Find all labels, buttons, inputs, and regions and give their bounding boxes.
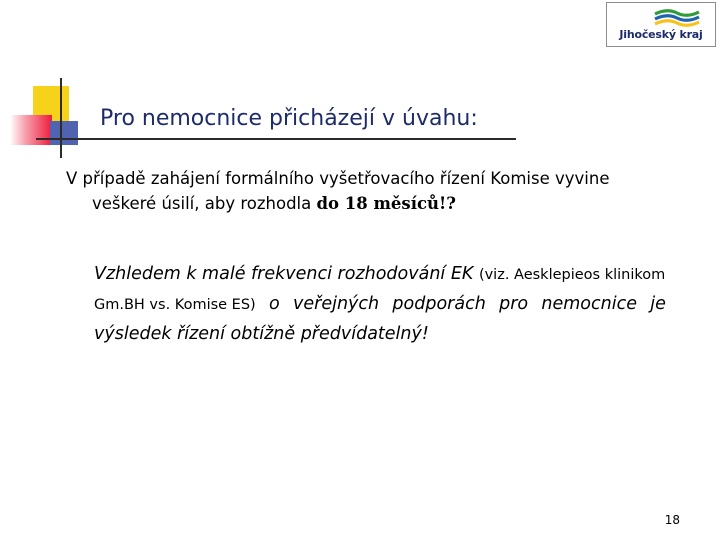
paragraph2-case-note-end: Gm.BH vs. Komise ES)	[94, 297, 256, 313]
paragraph2-word: o	[269, 294, 280, 314]
paragraph1-line2-text: veškeré úsilí, aby rozhodla	[92, 194, 317, 213]
paragraph2-word: veřejných	[293, 294, 380, 314]
paragraph2-row1	[94, 260, 666, 290]
paragraph2-row1-italic: Vzhledem k malé frekvenci rozhodování EK	[94, 264, 479, 284]
paragraph2-row3: výsledek řízení obtížně předvídatelný!	[94, 324, 429, 344]
paragraph1-bold-deadline: do 18 měsíců!?	[316, 194, 456, 213]
decor-red-square	[10, 115, 52, 145]
paragraph2-word: pro	[499, 294, 529, 314]
paragraph1-line2	[66, 191, 686, 216]
logo-text: Jihočeský kraj	[619, 28, 703, 41]
paragraph2-word: je	[650, 294, 666, 314]
decor-blue-square	[50, 121, 78, 145]
paragraph-decision-deadline	[66, 166, 686, 216]
paragraph2-case-note-start: (viz. Aesklepieos klinikom	[478, 267, 666, 283]
slide-title: Pro nemocnice přicházejí v úvahu:	[100, 106, 478, 131]
title-underline	[36, 138, 516, 140]
paragraph1-line1: V případě zahájení formálního vyšetřovacího řízení Komise vyvine	[66, 169, 610, 188]
paragraph2-row2	[94, 290, 666, 320]
logo-waves-icon	[653, 8, 701, 28]
page-number: 18	[664, 513, 680, 527]
jihocesky-kraj-logo	[606, 2, 716, 47]
paragraph2-word: podporách	[392, 294, 486, 314]
decor-vertical-line	[60, 78, 62, 158]
paragraph-unpredictability	[94, 260, 666, 349]
paragraph2-word: nemocnice	[541, 294, 637, 314]
